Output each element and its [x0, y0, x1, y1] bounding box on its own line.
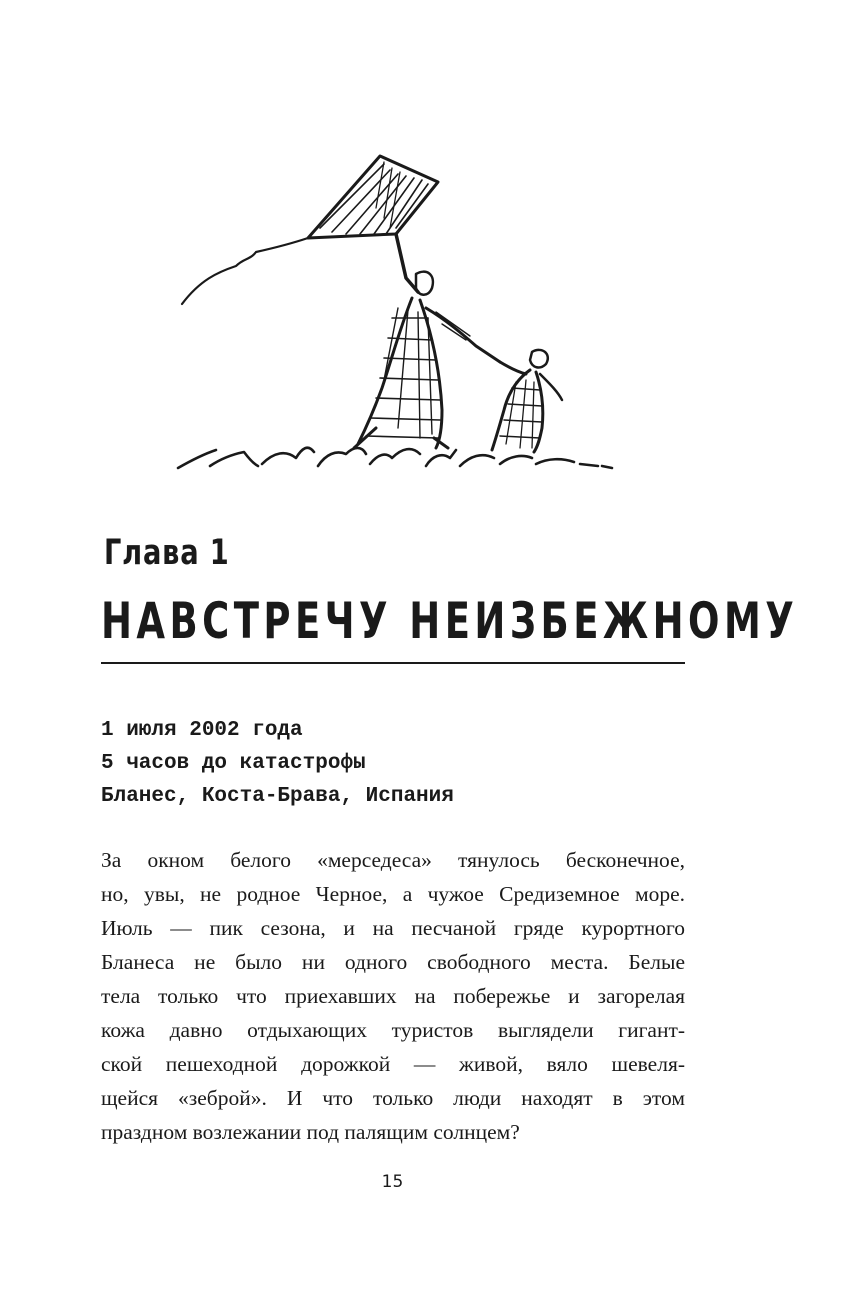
- body-line: праздном возлежании под палящим солнцем?: [101, 1120, 520, 1144]
- body-line: но, увы, не родное Черное, а чужое Средиземное море.: [101, 882, 685, 906]
- adult-figure-icon: [354, 234, 500, 448]
- body-line: Бланеса не было ни одного свободного места. Белые: [101, 950, 685, 974]
- meta-location: Бланес, Коста-Брава, Испания: [101, 785, 454, 808]
- meta-date: 1 июля 2002 года: [101, 719, 303, 742]
- chapter-title: НАВСТРЕЧУ НЕИЗБЕЖНОМУ: [101, 592, 799, 650]
- title-divider: [101, 662, 685, 664]
- kite-string: [182, 238, 308, 304]
- kite-icon: [308, 156, 438, 238]
- body-line: тела только что приехавших на побережье и загорелая: [101, 984, 685, 1008]
- chapter-meta: [101, 714, 454, 813]
- ground-grass: [178, 448, 612, 468]
- body-line: щейся «зеброй». И что только люди находят в этом: [101, 1086, 685, 1110]
- body-line: Июль — пик сезона, и на песчаной гряде курортного: [101, 916, 685, 940]
- chapter-label: Глава 1: [104, 533, 230, 573]
- body-paragraph: [101, 843, 685, 1149]
- body-line: ской пешеходной дорожкой — живой, вяло шевеля-: [101, 1052, 685, 1076]
- body-line: кожа давно отдыхающих туристов выглядели гигант-: [101, 1018, 685, 1042]
- page-number: 15: [381, 1172, 404, 1192]
- body-line: За окном белого «мерседеса» тянулось бесконечное,: [101, 848, 685, 872]
- meta-countdown: 5 часов до катастрофы: [101, 752, 366, 775]
- kite-illustration: [170, 148, 620, 478]
- child-figure-icon: [492, 350, 562, 452]
